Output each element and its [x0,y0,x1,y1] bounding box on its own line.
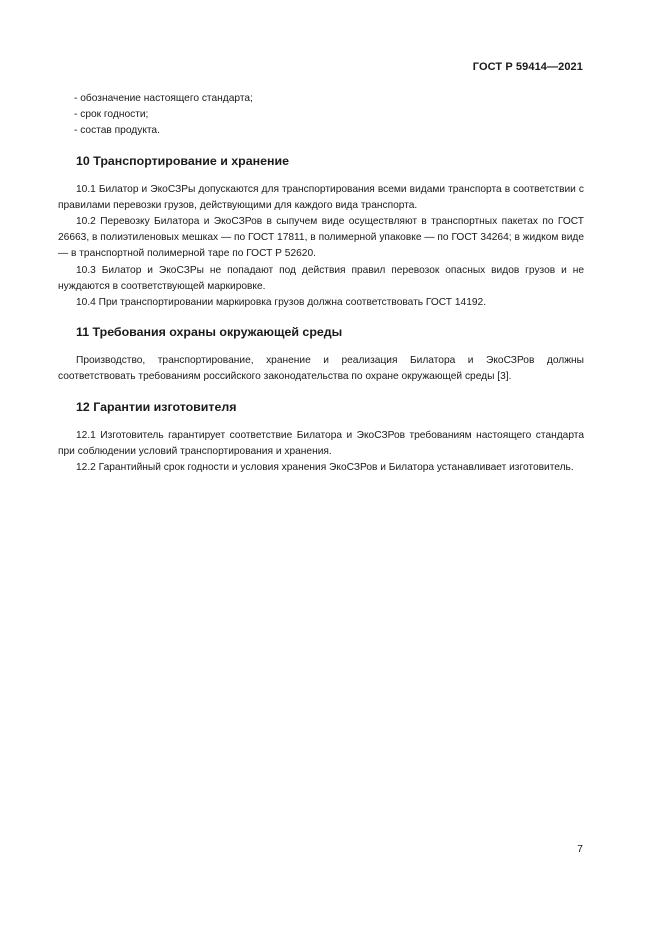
list-item: - состав продукта. [74,125,160,137]
section-12 [58,399,584,477]
paragraph: 12.2 Гарантийный срок годности и условия хранения ЭкоСЗРов и Билатора устанавливает изготовитель. [76,462,574,474]
page-number: 7 [577,843,583,855]
paragraph: 10.1 Билатор и ЭкоСЗРы допускаются для транспортирования всеми видами транспорта в соответствии с правилами перевозки грузов, действующими для каждого вида транспорта. [58,183,584,211]
section-heading: 11 Требования охраны окружающей среды [76,325,343,340]
section-10 [58,153,584,312]
paragraph: 12.1 Изготовитель гарантирует соответствие Билатора и ЭкоСЗРов требованиям настоящего стандарта при соблюдении условий транспортирования и хранения. [58,429,584,457]
list-item: - обозначение настоящего стандарта; [74,93,253,104]
intro-list [58,91,584,140]
paragraph: Производство, транспортирование, хранение и реализация Билатора и ЭкоСЗРов должны соответствовать требованиям российского законодательства по охране окружающей среды [3]. [58,355,584,383]
list-item: - срок годности; [74,109,149,121]
document-code: ГОСТ Р 59414—2021 [472,61,583,73]
paragraph: 10.3 Билатор и ЭкоСЗРы не попадают под действия правил перевозок опасных видов грузов и не нуждаются в соответствующей маркировке. [58,264,584,292]
section-heading: 12 Гарантии изготовителя [76,399,237,414]
paragraph: 10.2 Перевозку Билатора и ЭкоСЗРов в сыпучем виде осуществляют в транспортных пакетах по ГОСТ 26663, в полиэтиленовых мешках — по ГОСТ 17811, в полимерной упаковке — по ГОСТ 34264; в жидком виде — в транспортной полимерной таре по ГОСТ Р 52620. [58,216,584,260]
section-11 [58,324,584,385]
page-content [58,91,584,476]
section-heading: 10 Транспортирование и хранение [76,153,289,168]
paragraph: 10.4 При транспортировании маркировка грузов должна соответствовать ГОСТ 14192. [76,297,487,309]
